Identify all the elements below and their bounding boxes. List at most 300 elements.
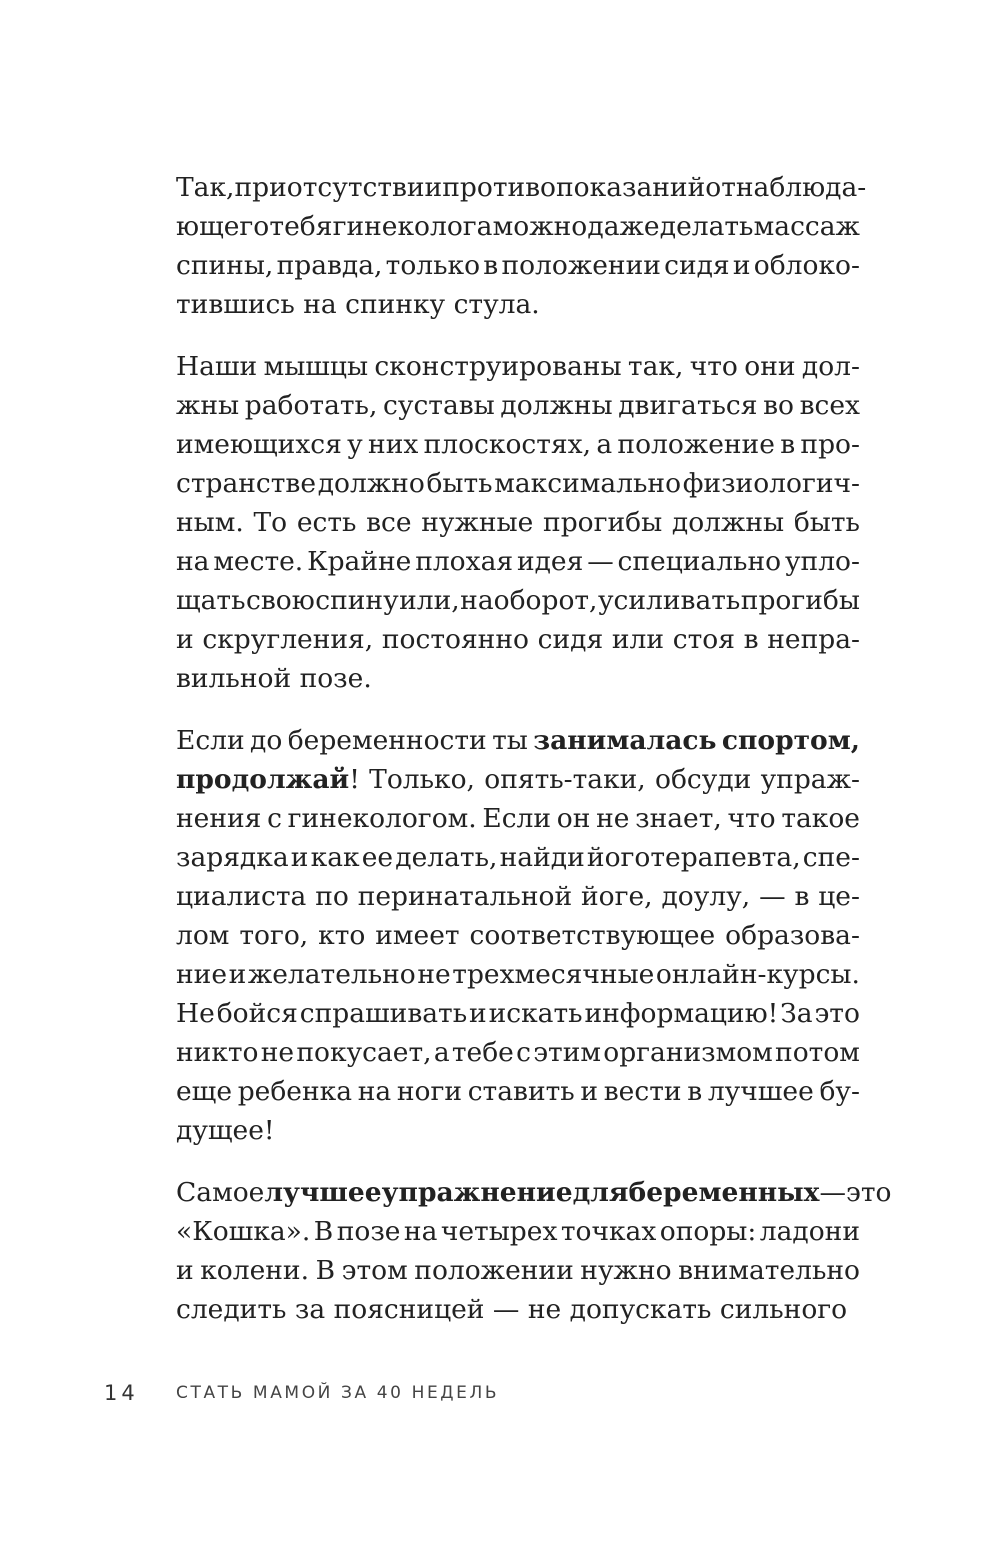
word bbox=[587, 542, 614, 581]
word bbox=[347, 425, 363, 464]
word bbox=[818, 877, 860, 916]
text: не bbox=[596, 803, 630, 834]
text: За bbox=[780, 998, 813, 1029]
text: плоскостях, bbox=[423, 429, 592, 460]
word bbox=[318, 464, 425, 503]
text: нужные bbox=[421, 507, 534, 538]
text: ребенка bbox=[237, 1076, 353, 1107]
text: быть bbox=[426, 468, 493, 499]
word bbox=[239, 916, 308, 955]
bold-text: лучшее bbox=[264, 1177, 382, 1208]
word bbox=[229, 955, 247, 994]
text: онлайн-курсы. bbox=[655, 959, 860, 990]
text-line bbox=[176, 347, 860, 386]
word bbox=[176, 347, 257, 386]
word bbox=[264, 1173, 381, 1212]
text: должны bbox=[500, 390, 613, 421]
text: це- bbox=[818, 881, 860, 912]
word bbox=[176, 464, 316, 503]
paragraph-gap bbox=[176, 1150, 860, 1173]
text: гинеколога bbox=[332, 211, 493, 242]
text: — bbox=[492, 1294, 520, 1325]
text: сильного bbox=[719, 1294, 848, 1325]
bold-text: для bbox=[572, 1177, 629, 1208]
word bbox=[358, 1072, 391, 1111]
text: что bbox=[727, 803, 776, 834]
word bbox=[421, 503, 533, 542]
text: идея bbox=[516, 546, 584, 577]
text: спины, bbox=[176, 250, 274, 281]
word bbox=[759, 877, 786, 916]
word bbox=[705, 168, 736, 207]
word bbox=[733, 246, 751, 285]
word bbox=[442, 168, 705, 207]
text-line bbox=[176, 581, 860, 620]
word bbox=[404, 1212, 437, 1251]
word bbox=[213, 542, 303, 581]
text: в bbox=[780, 429, 796, 460]
text: что bbox=[689, 351, 738, 382]
text: и bbox=[469, 998, 487, 1029]
text: у bbox=[347, 429, 363, 460]
text: до bbox=[250, 725, 283, 756]
word bbox=[253, 503, 287, 542]
text: бу- bbox=[819, 1076, 860, 1107]
word bbox=[664, 246, 730, 285]
text: Не bbox=[176, 998, 215, 1029]
word bbox=[217, 994, 298, 1033]
text: трехмесячные bbox=[452, 959, 655, 990]
word bbox=[238, 1072, 352, 1111]
word bbox=[176, 386, 239, 425]
paragraph bbox=[176, 168, 867, 324]
word bbox=[366, 503, 411, 542]
word bbox=[603, 1033, 773, 1072]
text: на bbox=[176, 546, 210, 577]
word bbox=[800, 425, 860, 464]
text: Если bbox=[176, 725, 245, 756]
text: искать bbox=[488, 998, 583, 1029]
word bbox=[736, 168, 866, 207]
text: стоя bbox=[672, 624, 735, 655]
word bbox=[744, 620, 759, 659]
word bbox=[580, 1072, 598, 1111]
text: Если bbox=[482, 803, 552, 834]
word bbox=[794, 877, 809, 916]
word bbox=[760, 1212, 860, 1251]
text: быть bbox=[793, 507, 860, 538]
text: ты bbox=[492, 725, 528, 756]
word bbox=[794, 503, 860, 542]
word bbox=[814, 994, 859, 1033]
word bbox=[780, 994, 812, 1033]
text: даже bbox=[587, 211, 660, 242]
word bbox=[629, 1173, 820, 1212]
text: дол- bbox=[801, 351, 860, 382]
text: дущее! bbox=[176, 1115, 275, 1146]
word bbox=[250, 721, 282, 760]
text-line bbox=[176, 425, 860, 464]
running-title: СТАТЬ МАМОЙ ЗА 40 НЕДЕЛЬ bbox=[176, 1383, 500, 1403]
text: — bbox=[587, 546, 614, 577]
word bbox=[672, 503, 784, 542]
word bbox=[382, 1173, 573, 1212]
text: колени. bbox=[200, 1255, 310, 1286]
text-line bbox=[176, 1212, 860, 1251]
word bbox=[661, 877, 750, 916]
text: допускать bbox=[569, 1294, 712, 1325]
word bbox=[315, 581, 398, 620]
word bbox=[291, 838, 309, 877]
text: плохая bbox=[415, 546, 514, 577]
word bbox=[426, 464, 492, 503]
text: усиливать bbox=[597, 585, 741, 616]
text: упраж- bbox=[760, 764, 860, 795]
word bbox=[819, 1173, 846, 1212]
text-line bbox=[176, 916, 860, 955]
word bbox=[288, 799, 477, 838]
text: или bbox=[611, 624, 665, 655]
word bbox=[581, 877, 653, 916]
word bbox=[494, 464, 681, 503]
text: а bbox=[433, 1037, 450, 1068]
text: странстве bbox=[176, 468, 317, 499]
text-line bbox=[176, 285, 860, 324]
text: это bbox=[814, 998, 860, 1029]
word bbox=[708, 1072, 814, 1111]
text: опоры: bbox=[659, 1216, 757, 1247]
text: как bbox=[310, 842, 360, 873]
text: или, bbox=[399, 585, 460, 616]
text: есть bbox=[296, 507, 357, 538]
word bbox=[635, 799, 722, 838]
text-line bbox=[176, 1173, 892, 1212]
text: внимательно bbox=[678, 1255, 860, 1286]
text: тебе bbox=[451, 1037, 514, 1068]
text: организмом bbox=[603, 1037, 773, 1068]
word bbox=[846, 1173, 891, 1212]
text: жны bbox=[176, 390, 240, 421]
word bbox=[803, 838, 860, 877]
text: и bbox=[580, 1076, 599, 1107]
text: на bbox=[403, 1216, 438, 1247]
word bbox=[741, 581, 860, 620]
text: на bbox=[357, 1076, 392, 1107]
text: суставы bbox=[383, 390, 495, 421]
text: в bbox=[743, 624, 759, 655]
text-line bbox=[176, 721, 860, 760]
text: ее bbox=[361, 842, 394, 873]
word bbox=[386, 246, 480, 285]
word bbox=[176, 1212, 310, 1251]
word bbox=[176, 246, 273, 285]
text: Так, bbox=[176, 172, 235, 203]
word bbox=[596, 425, 612, 464]
word bbox=[176, 285, 303, 324]
word bbox=[368, 425, 418, 464]
text: ноги bbox=[396, 1076, 463, 1107]
word bbox=[176, 659, 300, 698]
word bbox=[516, 1033, 531, 1072]
text: сидя bbox=[537, 624, 604, 655]
word bbox=[395, 838, 497, 877]
word bbox=[176, 581, 246, 620]
text: двигаться bbox=[618, 390, 758, 421]
text: вильной bbox=[176, 663, 292, 694]
text: положение bbox=[617, 429, 775, 460]
text: ставить bbox=[467, 1076, 575, 1107]
word bbox=[345, 285, 453, 324]
text: этом bbox=[341, 1255, 408, 1286]
word bbox=[618, 386, 757, 425]
text: поясницей bbox=[333, 1294, 485, 1325]
text: желательно bbox=[247, 959, 416, 990]
text: делать, bbox=[395, 842, 498, 873]
word bbox=[176, 955, 227, 994]
bold-text: беременных bbox=[628, 1177, 820, 1208]
text: при bbox=[234, 172, 287, 203]
text: только bbox=[385, 250, 481, 281]
word bbox=[296, 1033, 431, 1072]
paragraph bbox=[176, 347, 860, 698]
text: отсутствии bbox=[286, 172, 443, 203]
text: не bbox=[260, 1037, 295, 1068]
word bbox=[176, 1111, 275, 1150]
text: Самое bbox=[176, 1177, 265, 1208]
text: физиологич- bbox=[682, 468, 860, 499]
word bbox=[775, 1033, 860, 1072]
word bbox=[538, 620, 604, 659]
paragraph bbox=[176, 1173, 892, 1329]
word bbox=[374, 347, 621, 386]
word bbox=[660, 207, 754, 246]
word bbox=[176, 721, 245, 760]
text: делать bbox=[659, 211, 754, 242]
text: йоготерапевта, bbox=[586, 842, 801, 873]
text: беременности bbox=[287, 725, 487, 756]
text: информацию! bbox=[584, 998, 779, 1029]
word bbox=[261, 1033, 294, 1072]
word bbox=[628, 347, 683, 386]
word bbox=[492, 721, 528, 760]
word bbox=[781, 799, 860, 838]
word bbox=[300, 659, 372, 698]
word bbox=[246, 581, 315, 620]
text: и bbox=[732, 250, 751, 281]
bold-text: продолжай bbox=[176, 764, 350, 795]
text: сидя bbox=[664, 250, 730, 281]
text: по bbox=[315, 881, 349, 912]
text: потом bbox=[775, 1037, 860, 1068]
word bbox=[727, 799, 775, 838]
text: еще bbox=[176, 1076, 233, 1107]
text: этим bbox=[533, 1037, 601, 1068]
text: мышцы bbox=[263, 351, 369, 382]
word bbox=[318, 916, 365, 955]
bold-text: упражнение bbox=[381, 1177, 573, 1208]
word bbox=[570, 1290, 720, 1329]
text: свою bbox=[245, 585, 315, 616]
word bbox=[469, 994, 487, 1033]
word bbox=[176, 799, 261, 838]
word bbox=[176, 877, 306, 916]
text: циалиста bbox=[176, 881, 307, 912]
text: То bbox=[253, 507, 288, 538]
text: и bbox=[176, 624, 194, 655]
text: работать, bbox=[244, 390, 378, 421]
word bbox=[533, 1033, 601, 1072]
word bbox=[176, 620, 194, 659]
word bbox=[441, 1212, 558, 1251]
word bbox=[780, 425, 795, 464]
text: упло- bbox=[784, 546, 860, 577]
word bbox=[234, 168, 286, 207]
paragraph-gap bbox=[176, 698, 860, 721]
text: ладони bbox=[759, 1216, 860, 1247]
word bbox=[375, 916, 459, 955]
text: доулу, bbox=[661, 881, 751, 912]
word bbox=[468, 1072, 575, 1111]
word bbox=[176, 1173, 264, 1212]
word bbox=[598, 581, 740, 620]
word bbox=[587, 838, 801, 877]
text: — bbox=[819, 1177, 846, 1208]
word bbox=[587, 207, 659, 246]
text: спинку bbox=[345, 289, 446, 320]
text: на bbox=[303, 289, 337, 320]
text-line bbox=[176, 464, 860, 503]
word bbox=[785, 542, 860, 581]
word bbox=[767, 620, 860, 659]
text: лом bbox=[176, 920, 230, 951]
text: позе. bbox=[299, 663, 372, 694]
text: ! bbox=[349, 764, 360, 795]
word bbox=[678, 1251, 860, 1290]
body-text bbox=[176, 168, 892, 1329]
text: про- bbox=[800, 429, 860, 460]
text: ющего bbox=[176, 211, 270, 242]
word bbox=[557, 799, 591, 838]
text: щать bbox=[176, 585, 246, 616]
word bbox=[493, 1290, 528, 1329]
word bbox=[489, 994, 583, 1033]
text: позе bbox=[336, 1216, 401, 1247]
word bbox=[683, 464, 860, 503]
word bbox=[264, 347, 368, 386]
word bbox=[460, 581, 597, 620]
text: он bbox=[556, 803, 591, 834]
word bbox=[660, 1212, 757, 1251]
text-line bbox=[176, 659, 860, 698]
word bbox=[176, 994, 215, 1033]
text: знает, bbox=[635, 803, 722, 834]
text: Наши bbox=[176, 351, 258, 382]
word bbox=[315, 877, 349, 916]
word bbox=[358, 877, 572, 916]
word bbox=[754, 207, 860, 246]
text: не bbox=[527, 1294, 562, 1325]
text: во bbox=[763, 390, 794, 421]
text-line bbox=[176, 386, 860, 425]
word bbox=[288, 721, 487, 760]
word bbox=[763, 386, 794, 425]
text: спе- bbox=[802, 842, 860, 873]
word bbox=[500, 386, 612, 425]
text: и bbox=[176, 1255, 194, 1286]
text: Только, bbox=[369, 764, 475, 795]
text: сконструированы bbox=[374, 351, 622, 382]
word bbox=[334, 1290, 493, 1329]
text: постоянно bbox=[381, 624, 529, 655]
text: покусает, bbox=[296, 1037, 432, 1068]
word bbox=[573, 1173, 629, 1212]
word bbox=[342, 1251, 408, 1290]
text: с bbox=[267, 803, 282, 834]
text: имеющихся bbox=[176, 429, 342, 460]
word bbox=[483, 246, 498, 285]
page-footer bbox=[104, 1378, 499, 1408]
text: так, bbox=[627, 351, 684, 382]
text: — bbox=[759, 881, 786, 912]
text: спину bbox=[315, 585, 399, 616]
word bbox=[744, 347, 795, 386]
text: опять-таки, bbox=[484, 764, 646, 795]
word bbox=[543, 503, 662, 542]
word bbox=[596, 799, 629, 838]
text: должны bbox=[671, 507, 785, 538]
word bbox=[176, 207, 269, 246]
text-line bbox=[176, 1290, 860, 1329]
word bbox=[382, 620, 529, 659]
text: них bbox=[368, 429, 419, 460]
word bbox=[493, 207, 588, 246]
word bbox=[311, 838, 360, 877]
text-line bbox=[176, 838, 860, 877]
text: бойся bbox=[216, 998, 298, 1029]
text: В bbox=[313, 1216, 334, 1247]
text: противопоказаний bbox=[442, 172, 706, 203]
word bbox=[434, 1033, 450, 1072]
word bbox=[397, 1072, 462, 1111]
word bbox=[687, 1072, 702, 1111]
word bbox=[399, 581, 460, 620]
text: облоко- bbox=[753, 250, 860, 281]
word bbox=[369, 760, 475, 799]
text-line bbox=[176, 1033, 860, 1072]
word bbox=[176, 425, 342, 464]
word bbox=[176, 760, 360, 799]
text: за bbox=[294, 1294, 326, 1325]
word bbox=[176, 168, 234, 207]
word bbox=[501, 246, 660, 285]
text: зарядка bbox=[176, 842, 289, 873]
word bbox=[533, 721, 716, 760]
word bbox=[303, 285, 345, 324]
text-line bbox=[176, 1072, 860, 1111]
word bbox=[300, 994, 467, 1033]
text: ным. bbox=[176, 507, 244, 538]
text: все bbox=[366, 507, 412, 538]
word bbox=[584, 994, 778, 1033]
word bbox=[200, 1251, 309, 1290]
text: наблюда- bbox=[735, 172, 867, 203]
text: положении bbox=[414, 1255, 574, 1286]
text: В bbox=[315, 1255, 336, 1286]
word bbox=[176, 1033, 259, 1072]
text: наоборот, bbox=[460, 585, 598, 616]
text: в bbox=[794, 881, 810, 912]
text-line bbox=[176, 955, 860, 994]
